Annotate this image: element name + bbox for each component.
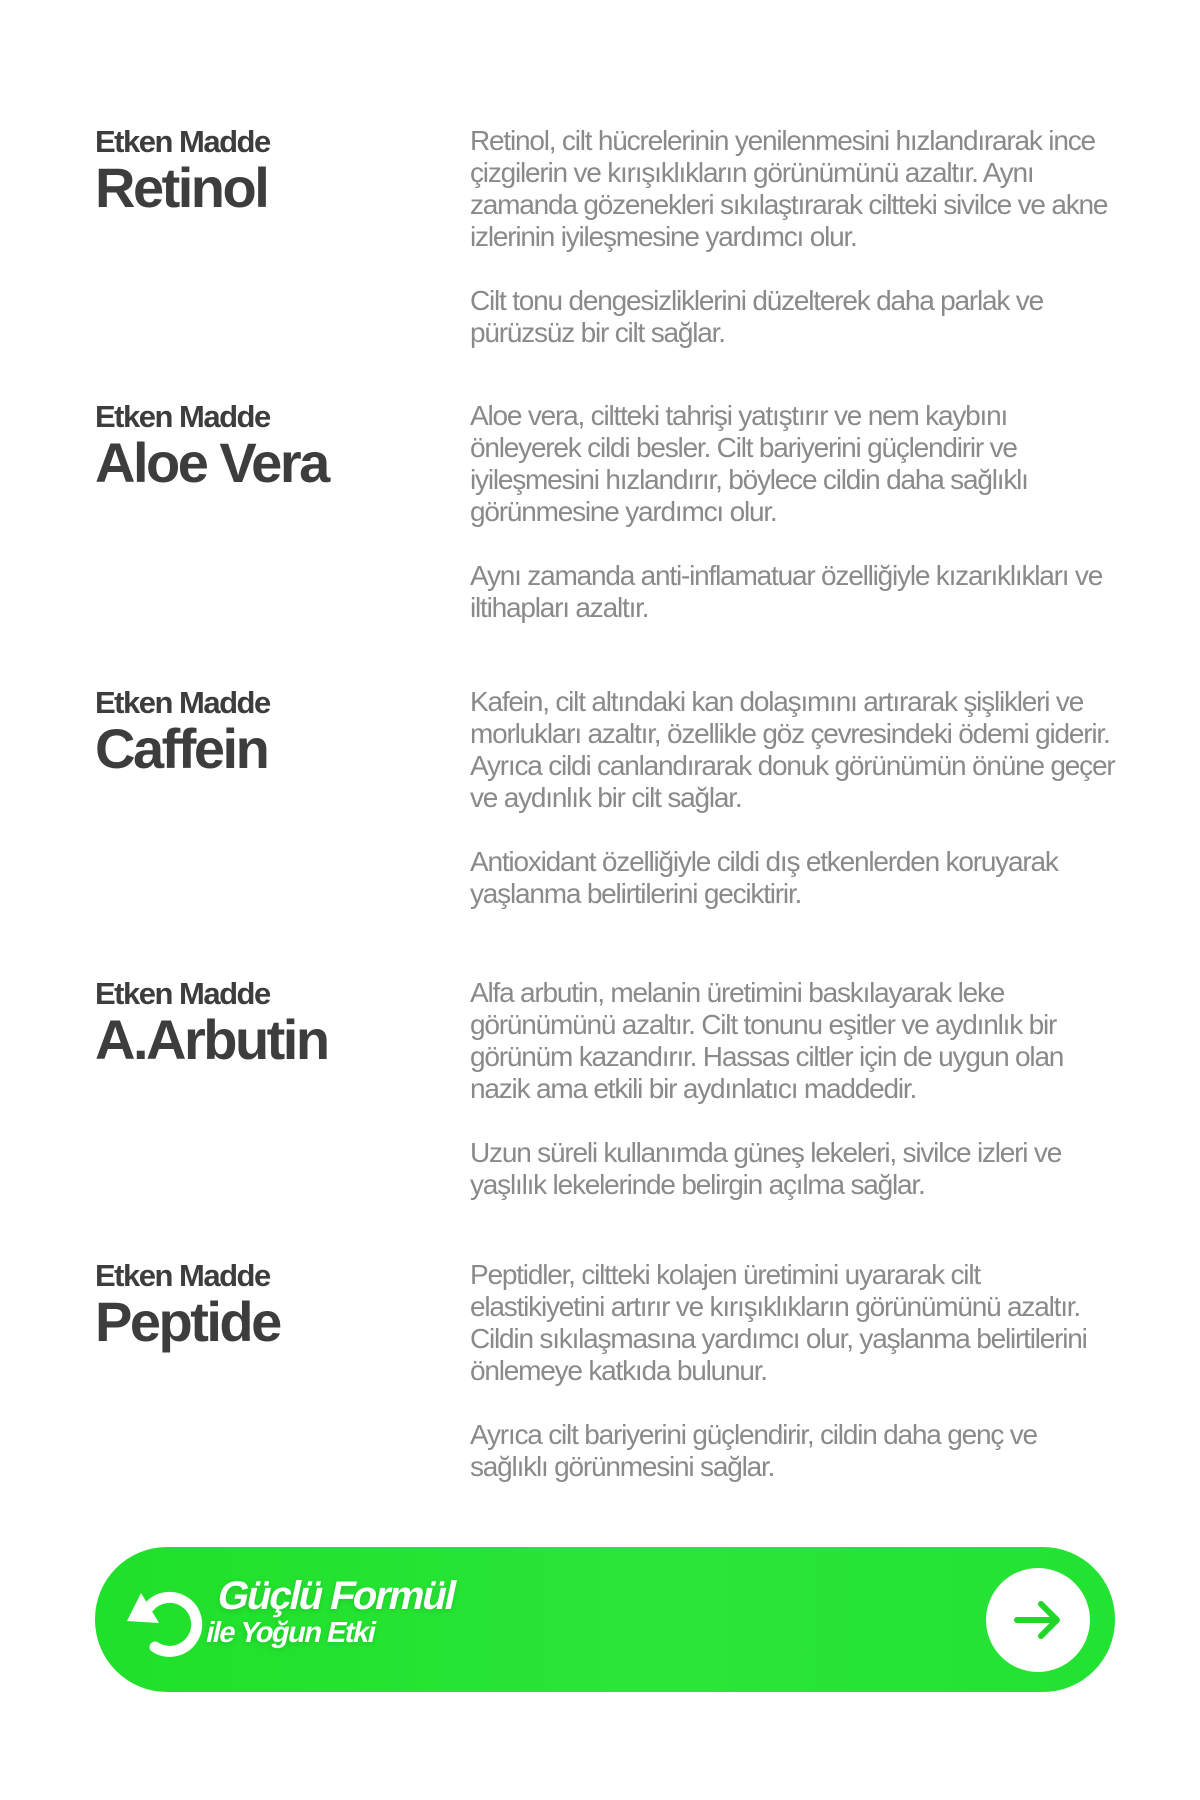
ingredient-label: [95, 686, 425, 778]
cta-title: Güçlü Formül: [213, 1574, 460, 1618]
description-paragraph: Aynı zamanda anti-inflamatuar özelliğiyle kızarıklıkları ve iltihapları azaltır.: [470, 560, 1103, 623]
ingredient-label: [95, 1259, 425, 1351]
ingredient-label: [95, 977, 425, 1069]
cta-text: [203, 1574, 460, 1649]
ingredient-label: [95, 400, 425, 492]
ingredient-name: Aloe Vera: [95, 431, 328, 494]
description-paragraph: Antioxidant özelliğiyle cildi dış etkenlerden koruyarak yaşlanma belirtilerini geciktirir.: [470, 846, 1058, 909]
description-paragraph: Cilt tonu dengesizliklerini düzelterek daha parlak ve pürüzsüz bir cilt sağlar.: [470, 285, 1043, 348]
description-paragraph: Ayrıca cilt bariyerini güçlendirir, cildin daha genç ve sağlıklı görünmesini sağlar.: [470, 1419, 1037, 1482]
description-paragraph: Aloe vera, ciltteki tahrişi yatıştırır ve nem kaybını önleyerek cildi besler. Cilt bariyerini güçlendirir ve iyileşmesini hızlandırır, böylece cildin daha sağlıklı görünmesine yardımcı olur.: [470, 400, 1028, 527]
ingredient-kicker: Etken Madde: [95, 976, 270, 1011]
arrow-right-icon: [1009, 1591, 1067, 1649]
ingredient-name: Retinol: [95, 156, 268, 219]
refresh-icon: [125, 1583, 209, 1667]
ingredient-name: Caffein: [95, 717, 268, 780]
ingredient-description: [470, 400, 1115, 656]
ingredient-kicker: Etken Madde: [95, 124, 270, 159]
description-paragraph: Alfa arbutin, melanin üretimini baskılayarak leke görünümünü azaltır. Cilt tonunu eşitler ve aydınlık bir görünüm kazandırır. Hassas ciltler için de uygun olan nazik ama etkili bir aydınlatıcı maddedir.: [470, 977, 1064, 1104]
cta-button[interactable]: [95, 1547, 1115, 1692]
ingredient-label: [95, 125, 425, 217]
cta-arrow-button[interactable]: [986, 1568, 1090, 1672]
ingredient-name: Peptide: [95, 1290, 280, 1353]
ingredient-kicker: Etken Madde: [95, 685, 270, 720]
description-paragraph: Uzun süreli kullanımda güneş lekeleri, sivilce izleri ve yaşlılık lekelerinde belirgin açılma sağlar.: [470, 1137, 1062, 1200]
ingredient-name: A.Arbutin: [95, 1008, 328, 1071]
ingredient-kicker: Etken Madde: [95, 1258, 270, 1293]
ingredient-description: [470, 1259, 1115, 1515]
ingredient-kicker: Etken Madde: [95, 399, 270, 434]
description-paragraph: Retinol, cilt hücrelerinin yenilenmesini hızlandırarak ince çizgilerin ve kırışıklıkların görünümünü azaltır. Aynı zamanda gözenekleri sıkılaştırarak ciltteki sivilce ve akne izlerinin iyileşmesine yardımcı olur.: [470, 125, 1108, 252]
ingredient-description: [470, 686, 1115, 942]
ingredient-description: [470, 125, 1115, 381]
cta-subtitle: ile Yoğun Etki: [203, 1617, 379, 1649]
description-paragraph: Kafein, cilt altındaki kan dolaşımını artırarak şişlikleri ve morlukları azaltır, özellikle göz çevresindeki ödemi giderir. Ayrıca cildi canlandırarak donuk görünümün önüne geçer ve aydınlık bir cilt sağlar.: [470, 686, 1115, 813]
ingredient-description: [470, 977, 1115, 1233]
description-paragraph: Peptidler, ciltteki kolajen üretimini uyararak cilt elastikiyetini artırır ve kırışıklıkların görünümünü azaltır. Cildin sıkılaşmasına yardımcı olur, yaşlanma belirtilerini önlemeye katkıda bulunur.: [470, 1259, 1087, 1386]
